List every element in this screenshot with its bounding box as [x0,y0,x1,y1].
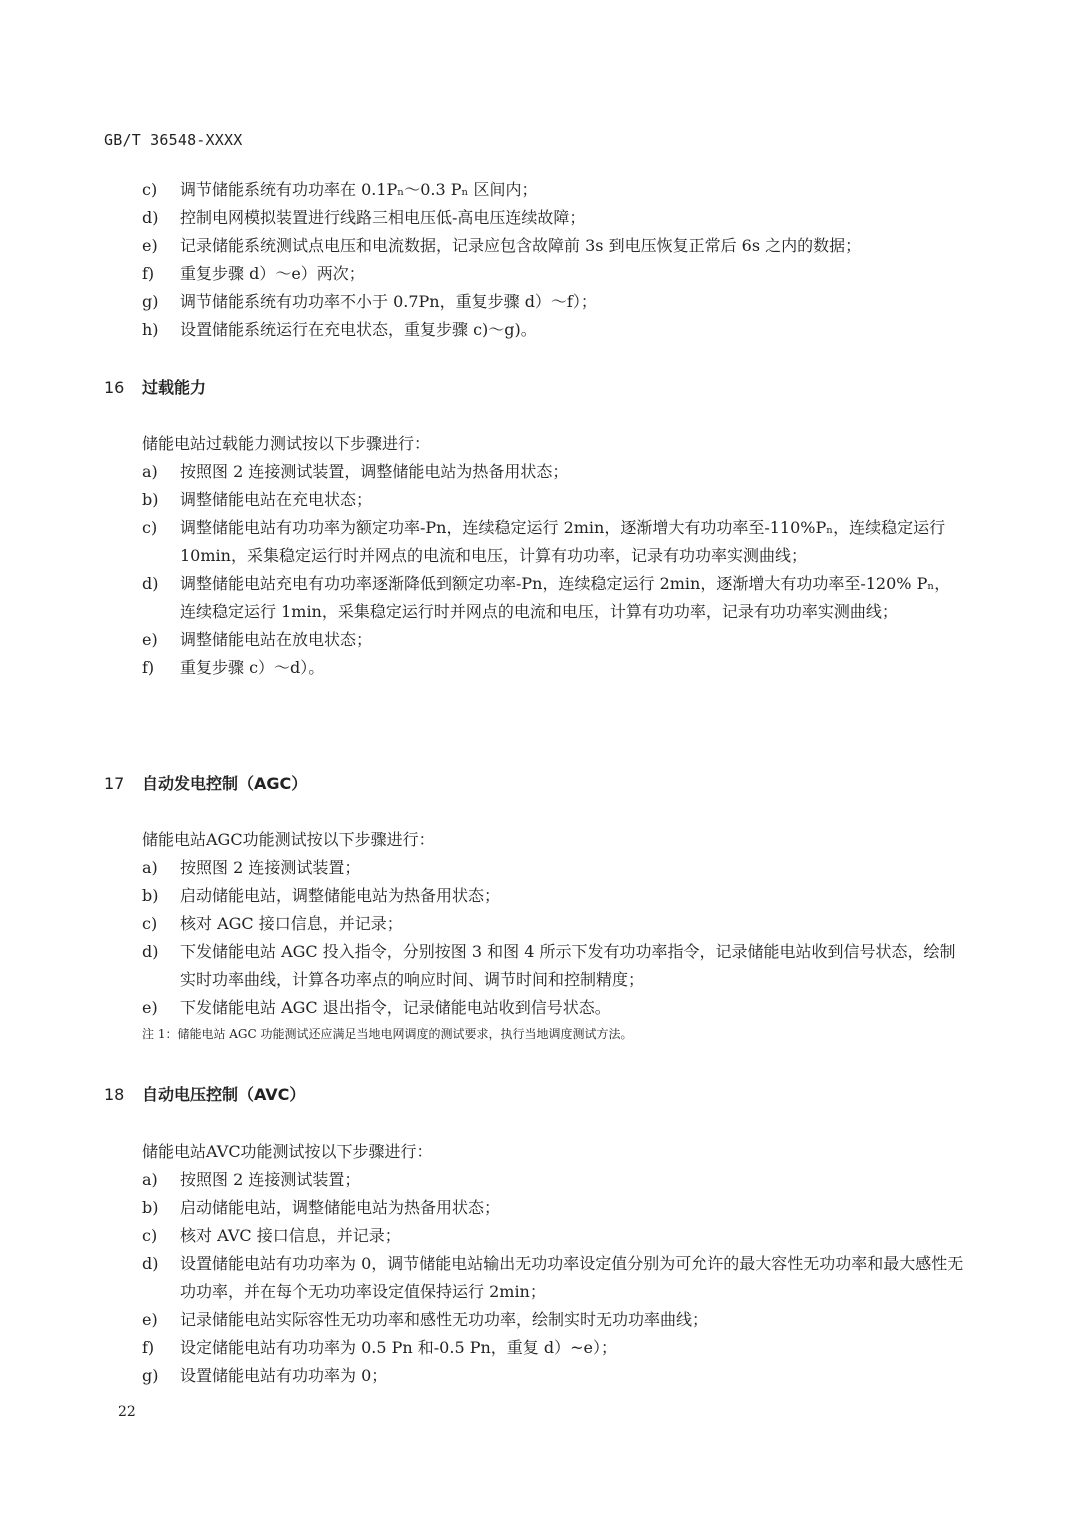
list-item [104,570,964,626]
step-text: 记录储能电站实际容性无功功率和感性无功功率，绘制实时无功功率曲线； [180,1310,709,1329]
list-item [104,1334,964,1362]
step-marker: d) [142,208,159,227]
list-item [104,1222,964,1250]
step-text: 核对 AVC 接口信息，并记录； [180,1226,401,1245]
step-marker: d) [142,574,159,593]
step-text: 按照图 2 连接测试装置； [180,858,361,877]
step-marker: f) [142,1338,155,1357]
step-text: 调节储能系统有功功率不小于 0.7Pn，重复步骤 d）～f）； [180,292,597,311]
list-item [104,458,964,486]
section-18-heading [104,1083,305,1107]
section-18-body [104,1138,964,1390]
step-text: 记录储能系统测试点电压和电流数据，记录应包含故障前 3s 到电压恢复正常后 6s 之内的数据； [180,236,862,255]
step-marker: b) [142,886,159,905]
list-item [104,626,964,654]
list-item [104,288,964,316]
list-item [104,654,964,682]
step-marker: a) [142,858,158,877]
section-17-body [104,826,964,1046]
section-16-body [104,430,964,682]
list-item [104,486,964,514]
list-item [104,232,964,260]
section-title: 自动电压控制（AVC） [142,1085,306,1104]
step-text: 调节储能系统有功功率在 0.1Pₙ～0.3 Pₙ 区间内； [180,180,538,199]
step-text: 控制电网模拟装置进行线路三相电压低-高电压连续故障； [180,208,586,227]
section-title: 自动发电控制（AGC） [142,774,308,793]
step-text: 重复步骤 c）～d）。 [180,658,325,677]
section-17-heading [104,772,307,796]
step-marker: c) [142,914,158,933]
list-item [104,994,964,1022]
step-text: 设定储能电站有功功率为 0.5 Pn 和-0.5 Pn，重复 d）~e）； [180,1338,617,1357]
list-item [104,514,964,570]
document-id: GB/T 36548-XXXX [104,131,243,149]
list-item [104,260,964,288]
list-item [104,1362,964,1390]
step-text: 调整储能电站在充电状态； [180,490,373,509]
section-intro: 储能电站过载能力测试按以下步骤进行： [142,434,431,453]
section-number: 17 [104,774,125,793]
step-marker: f) [142,658,155,677]
section-16-heading [104,376,206,400]
list-item [104,204,964,232]
list-item [104,1166,964,1194]
list-item [104,854,964,882]
step-marker: d) [142,1254,159,1273]
step-marker: b) [142,1198,159,1217]
list-item [104,910,964,938]
step-text: 按照图 2 连接测试装置，调整储能电站为热备用状态； [180,462,569,481]
step-marker: d) [142,942,159,961]
step-marker: a) [142,1170,158,1189]
list-item [104,882,964,910]
step-marker: e) [142,630,158,649]
step-marker: h) [142,320,159,339]
step-text: 调整储能电站在放电状态； [180,630,373,649]
step-text: 重复步骤 d）～e）两次； [180,264,365,283]
step-marker: e) [142,998,158,1017]
step-marker: g) [142,292,159,311]
step-marker: g) [142,1366,159,1385]
step-text: 调整储能电站有功功率为额定功率-Pn，连续稳定运行 2min，逐渐增大有功功率至-110%Pₙ，连续稳定运行 10min，采集稳定运行时并网点的电流和电压，计算有功功率，记录有功功率实测曲线； [180,518,946,565]
step-marker: b) [142,490,159,509]
step-text: 启动储能电站，调整储能电站为热备用状态； [180,886,501,905]
list-item [104,1250,964,1306]
step-text: 按照图 2 连接测试装置； [180,1170,361,1189]
step-text: 启动储能电站，调整储能电站为热备用状态； [180,1198,501,1217]
step-marker: c) [142,518,158,537]
list-item [104,1306,964,1334]
step-marker: f) [142,264,155,283]
step-text: 设置储能电站有功功率为 0，调节储能电站输出无功功率设定值分别为可允许的最大容性无功功率和最大感性无功功率，并在每个无功功率设定值保持运行 2min； [180,1254,964,1301]
section-note: 注 1：储能电站 AGC 功能测试还应满足当地电网调度的测试要求，执行当地调度测试方法。 [142,1027,633,1041]
step-text: 设置储能系统运行在充电状态，重复步骤 c)～g)。 [180,320,537,339]
section-number: 18 [104,1085,125,1104]
list-item [104,176,964,204]
step-marker: e) [142,236,158,255]
section-number: 16 [104,378,125,397]
step-marker: a) [142,462,158,481]
list-item [104,316,964,344]
section-title: 过载能力 [142,378,207,397]
step-text: 下发储能电站 AGC 投入指令，分别按图 3 和图 4 所示下发有功功率指令，记录储能电站收到信号状态，绘制实时功率曲线，计算各功率点的响应时间、调节时间和控制精度； [180,942,956,989]
step-text: 下发储能电站 AGC 退出指令，记录储能电站收到信号状态。 [180,998,611,1017]
page-number: 22 [118,1404,136,1420]
step-marker: c) [142,180,158,199]
section-intro: 储能电站AGC功能测试按以下步骤进行： [142,830,435,849]
step-marker: e) [142,1310,158,1329]
list-item [104,1194,964,1222]
continued-steps-list [104,176,964,344]
list-item [104,938,964,994]
step-text: 核对 AGC 接口信息，并记录； [180,914,403,933]
step-text: 调整储能电站充电有功功率逐渐降低到额定功率-Pn，连续稳定运行 2min，逐渐增大有功功率至-120% Pₙ，连续稳定运行 1min，采集稳定运行时并网点的电流和电压，计算有功功率，记录有功功率实测曲线； [180,574,951,621]
step-marker: c) [142,1226,158,1245]
step-text: 设置储能电站有功功率为 0； [180,1366,388,1385]
section-intro: 储能电站AVC功能测试按以下步骤进行： [142,1142,433,1161]
